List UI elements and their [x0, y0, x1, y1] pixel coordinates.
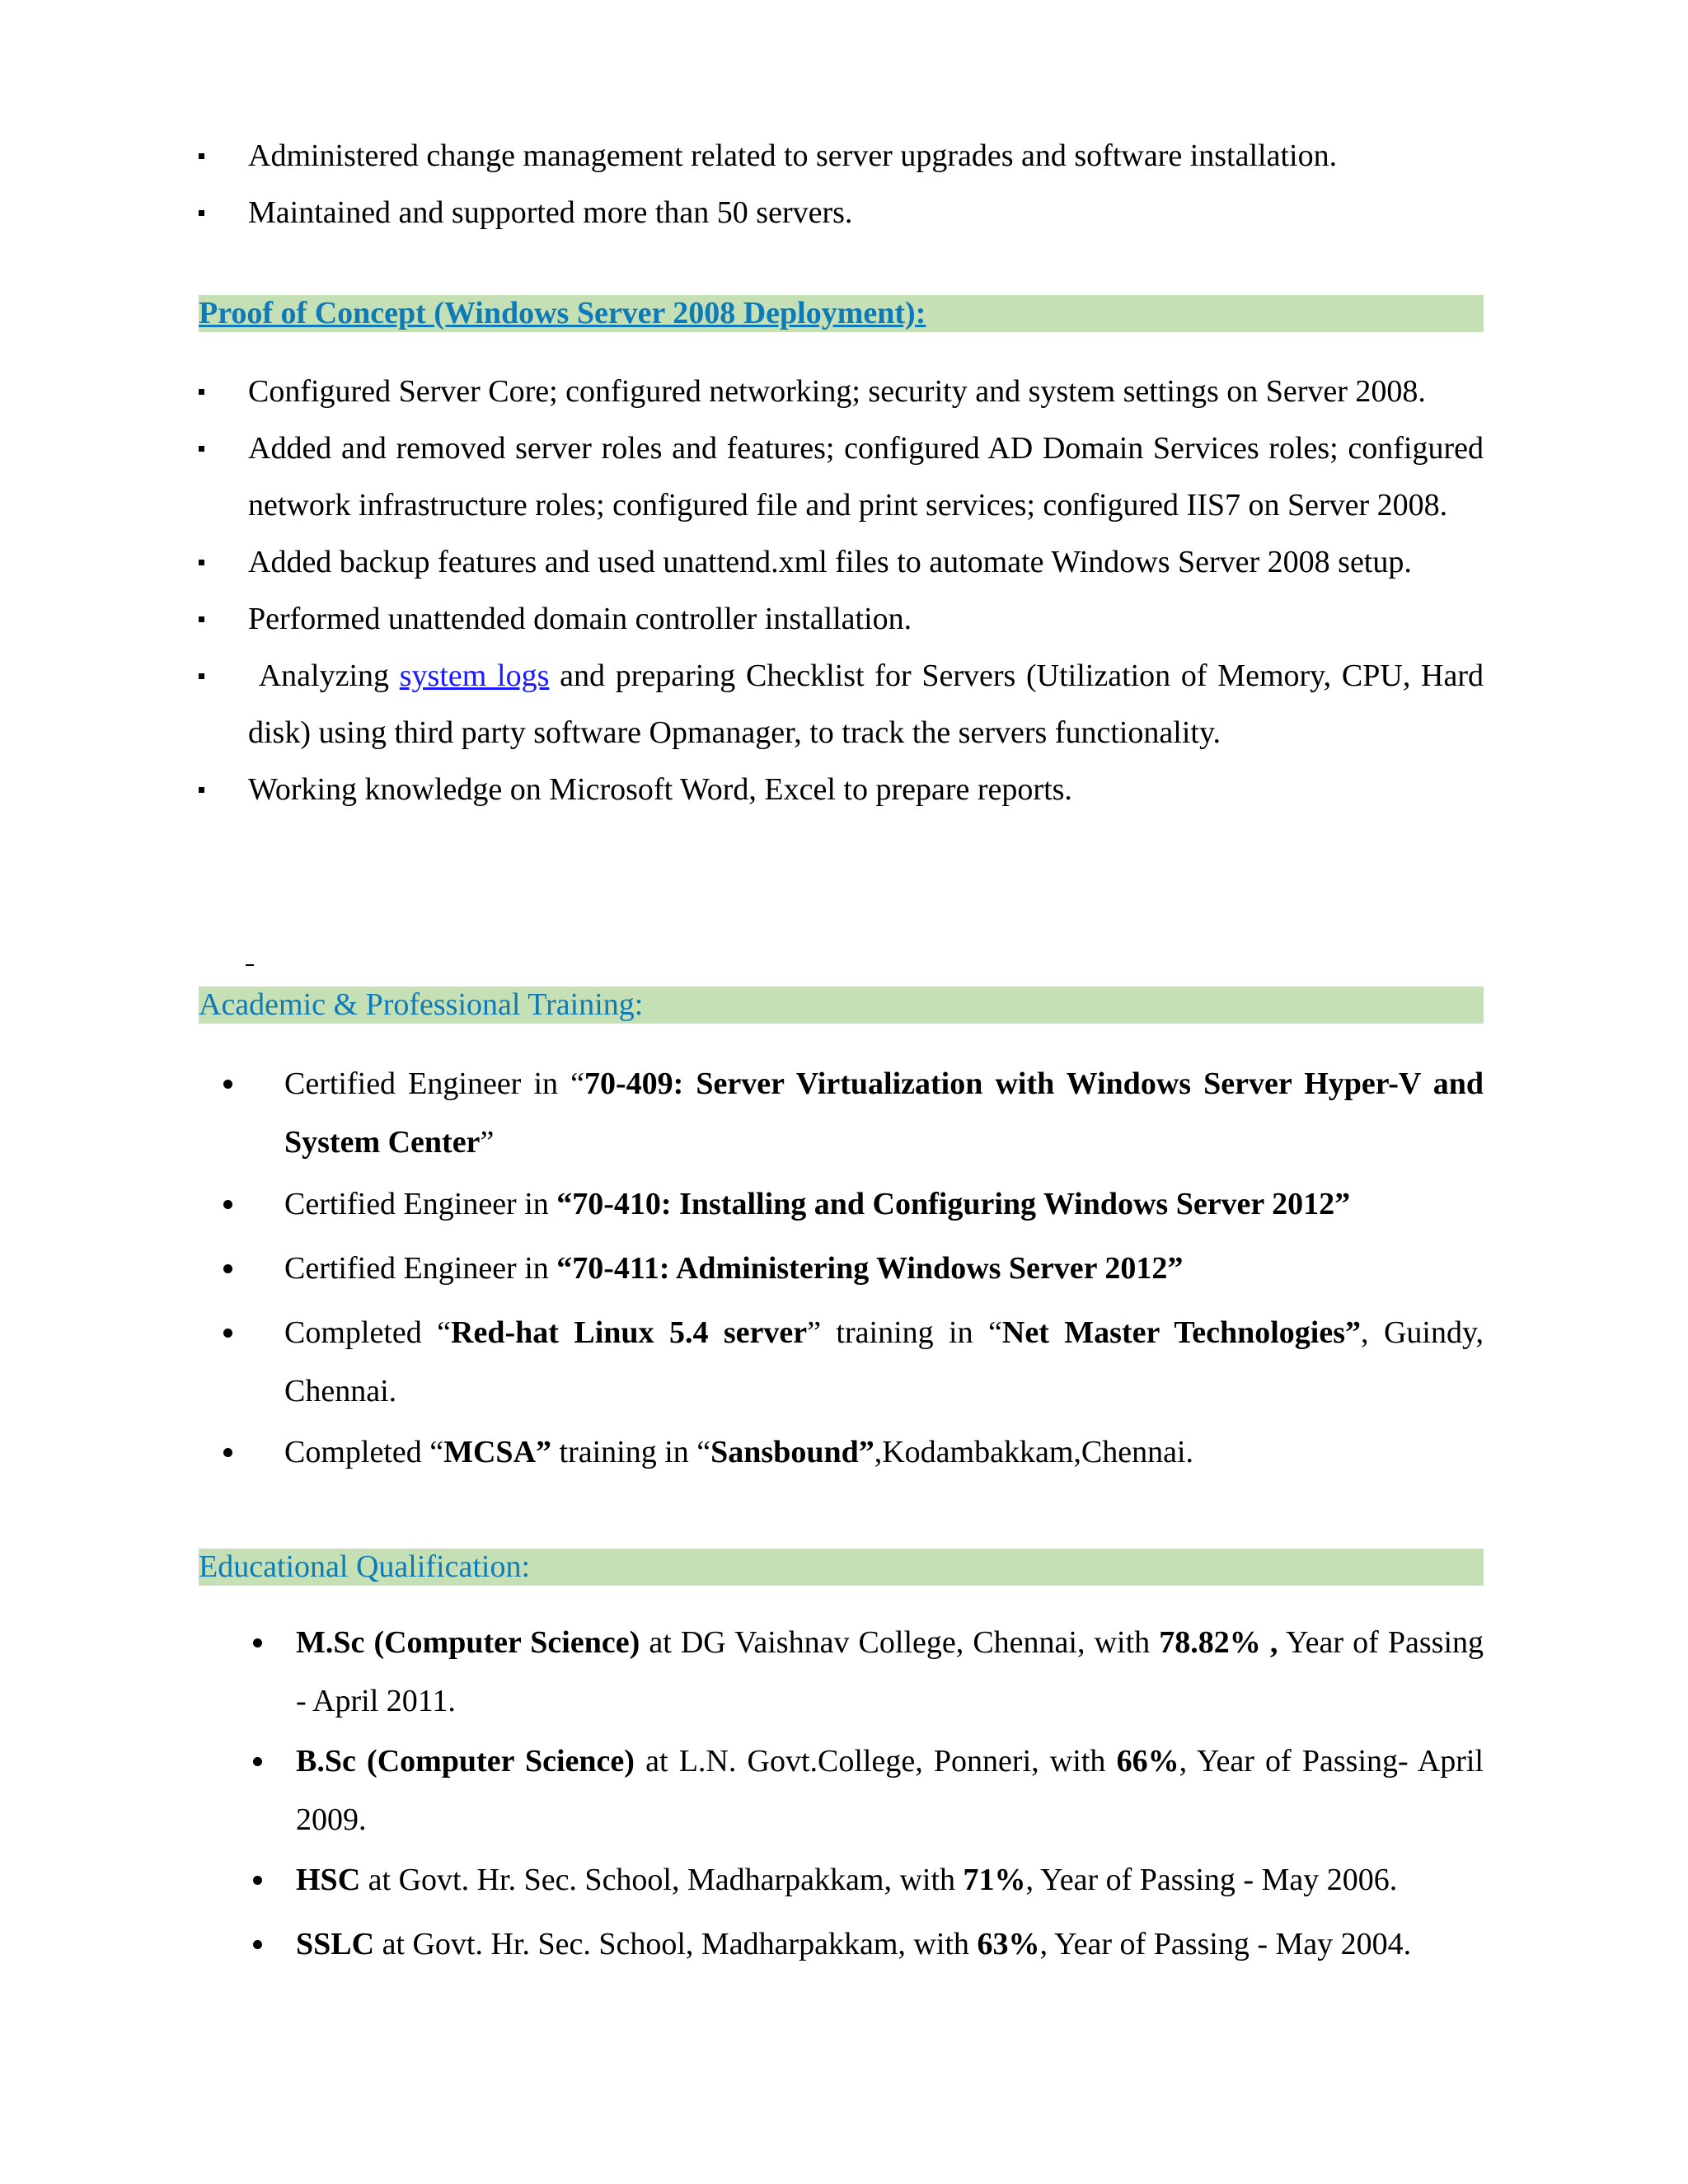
dash-mark — [246, 964, 254, 966]
training-heading: Academic & Professional Training: — [199, 987, 1484, 1024]
list-item: Added backup features and used unattend.xml files to automate Windows Server 2008 setup. — [199, 534, 1484, 591]
list-item: Certified Engineer in “70-411: Administering Windows Server 2012” — [199, 1240, 1484, 1298]
square-bullet-icon — [199, 616, 204, 622]
square-bullet-icon — [199, 153, 204, 159]
list-item: Working knowledge on Microsoft Word, Excel to prepare reports. — [199, 762, 1484, 818]
round-bullet-icon — [253, 1876, 262, 1885]
square-bullet-icon — [199, 446, 204, 452]
poc-section — [199, 363, 1484, 818]
list-item: Certified Engineer in “70-409: Server Virtualization with Windows Server Hyper-V and System Center” — [199, 1055, 1484, 1172]
list-item: B.Sc (Computer Science) at L.N. Govt.College, Ponneri, with 66%, Year of Passing- April 2009. — [199, 1732, 1484, 1849]
list-item: Administered change management related to server upgrades and software installation. — [199, 128, 1484, 185]
list-item: Performed unattended domain controller installation. — [199, 591, 1484, 648]
list-item: Maintained and supported more than 50 servers. — [199, 185, 1484, 241]
training-section — [199, 1055, 1484, 1482]
poc-heading[interactable]: Proof of Concept (Windows Server 2008 Deployment): — [199, 295, 1484, 332]
list-item: Added and removed server roles and features; configured AD Domain Services roles; configured network infrastructure roles; configured file and print services; configured IIS7 on Server 2008. — [199, 420, 1484, 534]
round-bullet-icon — [223, 1080, 232, 1089]
education-heading: Educational Qualification: — [199, 1549, 1484, 1586]
system-logs-link[interactable]: system logs — [399, 658, 550, 693]
square-bullet-icon — [199, 389, 204, 395]
list-item: Analyzing system logs and preparing Checklist for Servers (Utilization of Memory, CPU, Hard disk) using third party software Opmanager, to track the servers functionality. — [199, 648, 1484, 762]
training-list — [199, 1055, 1484, 1482]
square-bullet-icon — [199, 210, 204, 216]
poc-list — [199, 363, 1484, 818]
square-bullet-icon — [199, 560, 204, 565]
round-bullet-icon — [253, 1940, 262, 1949]
round-bullet-icon — [253, 1638, 262, 1647]
list-item: M.Sc (Computer Science) at DG Vaishnav College, Chennai, with 78.82% , Year of Passing - April 2011. — [199, 1614, 1484, 1731]
education-list — [199, 1614, 1484, 1974]
list-item: Completed “MCSA” training in “Sansbound”,Kodambakkam,Chennai. — [199, 1423, 1484, 1482]
square-bullet-icon — [199, 673, 204, 679]
round-bullet-icon — [253, 1757, 262, 1766]
list-item: HSC at Govt. Hr. Sec. School, Madharpakkam, with 71%, Year of Passing - May 2006. — [199, 1851, 1484, 1910]
education-section — [199, 1614, 1484, 1974]
list-item: Configured Server Core; configured networking; security and system settings on Server 2008. — [199, 363, 1484, 420]
top-bullet-section — [199, 128, 1484, 241]
round-bullet-icon — [223, 1264, 232, 1273]
top-bullet-list — [199, 128, 1484, 241]
round-bullet-icon — [223, 1448, 232, 1457]
list-item: Certified Engineer in “70-410: Installing and Configuring Windows Server 2012” — [199, 1175, 1484, 1234]
round-bullet-icon — [223, 1329, 232, 1338]
list-item: Completed “Red-hat Linux 5.4 server” training in “Net Master Technologies”, Guindy, Chennai. — [199, 1304, 1484, 1421]
round-bullet-icon — [223, 1200, 232, 1209]
list-item: SSLC at Govt. Hr. Sec. School, Madharpakkam, with 63%, Year of Passing - May 2004. — [199, 1915, 1484, 1974]
square-bullet-icon — [199, 787, 204, 793]
